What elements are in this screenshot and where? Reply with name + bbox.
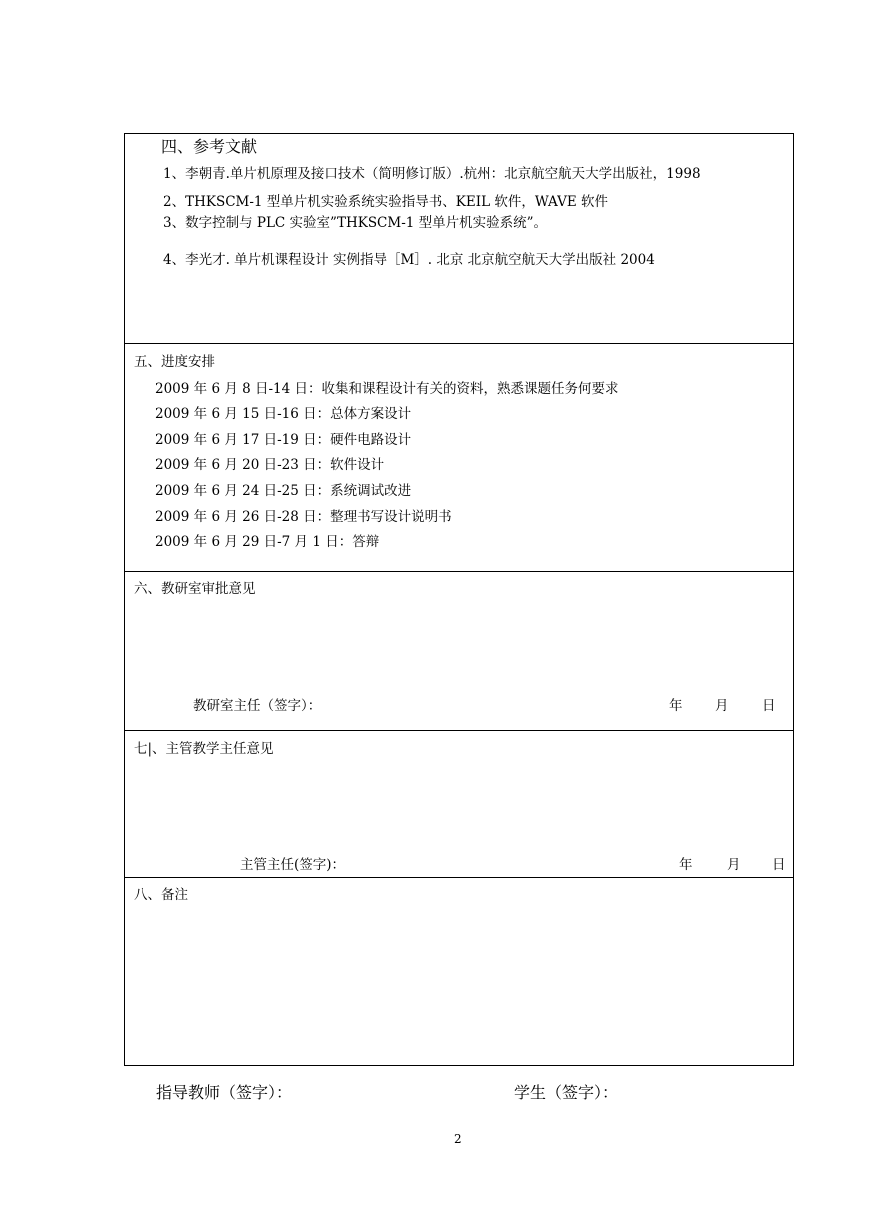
remarks-heading: 八、备注 xyxy=(134,887,188,903)
schedule-item: 2009 年 6 月 20 日-23 日：软件设计 xyxy=(155,457,385,473)
form-table xyxy=(124,133,794,1066)
schedule-item: 2009 年 6 月 26 日-28 日：整理书写设计说明书 xyxy=(155,509,452,525)
director-review-section xyxy=(125,730,793,877)
date-day-label: 日 xyxy=(762,698,776,714)
date-year-label: 年 xyxy=(679,857,693,873)
dept-head-signature-label: 教研室主任（签字）： xyxy=(193,698,322,714)
schedule-item: 2009 年 6 月 8 日-14 日：收集和课程设计有关的资料，熟悉课题任务何要求 xyxy=(155,381,619,397)
page-number: 2 xyxy=(454,1132,462,1146)
reference-item: 3、数字控制与 PLC 实验室”THKSCM-1 型单片机实验系统”。 xyxy=(163,215,548,231)
schedule-heading: 五、进度安排 xyxy=(134,354,215,370)
date-day-label: 日 xyxy=(772,857,786,873)
remarks-section xyxy=(125,877,793,1065)
schedule-item: 2009 年 6 月 17 日-19 日：硬件电路设计 xyxy=(155,432,412,448)
date-month-label: 月 xyxy=(727,857,741,873)
schedule-section xyxy=(125,343,793,571)
schedule-item: 2009 年 6 月 24 日-25 日：系统调试改进 xyxy=(155,483,412,499)
date-month-label: 月 xyxy=(715,698,729,714)
schedule-item: 2009 年 6 月 29 日-7 月 1 日：答辩 xyxy=(155,534,380,550)
reference-item: 1、李朝青.单片机原理及接口技术（简明修订版）.杭州：北京航空航天大学出版社，1998 xyxy=(163,166,701,182)
advisor-signature-label: 指导教师（签字）： xyxy=(156,1083,293,1102)
date-year-label: 年 xyxy=(669,698,683,714)
student-signature-label: 学生（签字）： xyxy=(514,1083,619,1102)
references-heading: 四、参考文献 xyxy=(161,137,258,156)
schedule-item: 2009 年 6 月 15 日-16 日：总体方案设计 xyxy=(155,406,412,422)
reference-item: 4、李光才. 单片机课程设计 实例指导［M］. 北京 北京航空航天大学出版社 2004 xyxy=(163,252,655,268)
director-review-heading: 七|、主管教学主任意见 xyxy=(134,741,274,757)
dept-review-heading: 六、教研室审批意见 xyxy=(134,581,256,597)
director-signature-label: 主管主任(签字)： xyxy=(240,857,346,873)
references-section xyxy=(125,134,793,343)
dept-review-section xyxy=(125,571,793,730)
reference-item: 2、THKSCM-1 型单片机实验系统实验指导书、KEIL 软件，WAVE 软件 xyxy=(163,194,608,210)
